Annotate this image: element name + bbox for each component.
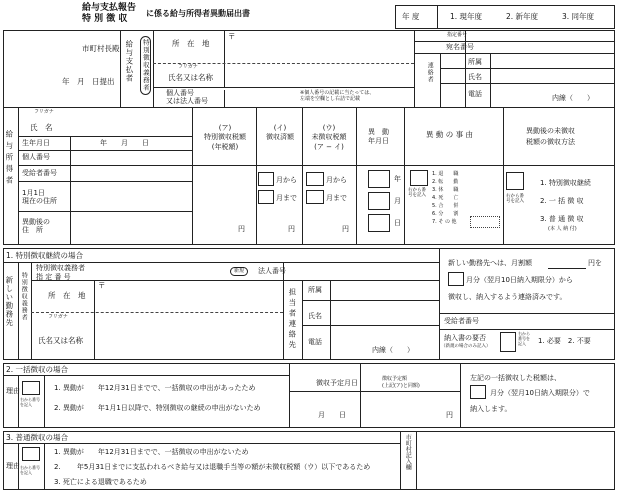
payer-id-label: 個人番号 又は法人番号 — [166, 89, 208, 106]
sec2-due-label: 徴収予定月日 — [316, 379, 358, 387]
sec1-req-options[interactable]: 1. 必要 2. 不要 — [538, 337, 591, 345]
sec2-text2: 月分（翌月10日納入期限分）で — [490, 389, 590, 397]
sec1-desig-label: 特別徴収義務者 指 定 番 号 — [36, 264, 85, 281]
designee-label: 指定番号 — [447, 32, 468, 38]
payer-label: 給与支払者 — [124, 40, 134, 83]
reason-4[interactable]: 4. 死 亡 — [432, 195, 459, 201]
payer-number-label: 宛名番号 — [446, 43, 474, 51]
sec2-item-2[interactable]: 2. 異動が 年1月1日以降で、特別徴収の継続の申出がないため — [54, 404, 261, 412]
reason-note: 右から番号を記入 — [408, 188, 426, 199]
mayor-label: 市町村長殿 — [82, 44, 120, 53]
contact-phone: 電話 — [468, 90, 482, 98]
sec2-amount-label: 徴収予定額 (上記(ア)と同額) — [382, 376, 420, 389]
sec1-recipient: 受給者番号 — [444, 317, 479, 325]
emp-birth-date: 年 月 日 — [100, 139, 149, 147]
sec2-reason: 理由 — [6, 387, 20, 395]
month-to-u: 月まで — [326, 194, 347, 202]
month-from-box-u[interactable] — [306, 172, 324, 186]
year-label: 年 度 — [402, 12, 420, 21]
sec3-item-3[interactable]: 3. 死亡による退職であるため — [54, 478, 147, 486]
month-from-i: 月から — [276, 176, 297, 184]
sec1-text2: 月分（翌月10日納入期限分）から — [466, 276, 573, 284]
year-current[interactable]: 1. 現年度 — [450, 12, 483, 21]
sec2-month-box[interactable] — [470, 385, 486, 399]
reason-2[interactable]: 2. 転 勤 — [432, 179, 459, 185]
date-year-box[interactable] — [368, 170, 390, 188]
sec1-req-box[interactable] — [500, 332, 516, 352]
col-date-header: 異 動 年月日 — [368, 128, 389, 146]
sec1-phone: 電話 — [308, 338, 322, 346]
reason-1[interactable]: 1. 退 職 — [432, 171, 459, 177]
sec2-item-1[interactable]: 1. 異動が 年12月31日までで、一括徴収の申出があったため — [54, 384, 256, 392]
sec1-postal: 〒 — [98, 281, 106, 290]
month-from-box-i[interactable] — [258, 172, 274, 186]
date-year: 年 — [394, 175, 401, 183]
contact-name: 氏名 — [468, 73, 482, 81]
sec2-reason-note: 右から番号を記入 — [20, 397, 40, 407]
form-title-line2: 特 別 徴 収 — [82, 14, 128, 24]
method-2[interactable]: 2. 一 括 徴 収 — [540, 197, 584, 205]
month-to-i: 月まで — [276, 194, 297, 202]
year-same[interactable]: 3. 同年度 — [562, 12, 595, 21]
method-3-sub: (本 人 納 付) — [548, 226, 577, 232]
payer-address-label: 所 在 地 — [172, 39, 210, 48]
contact-dept: 所属 — [468, 58, 482, 66]
sec3-reason-box[interactable] — [22, 447, 40, 461]
sec1-req-note: 右から番号を記入 — [518, 331, 530, 346]
sec1-corp-label: 法人番号 — [258, 267, 286, 275]
col-u-header: (ウ) 未徴収税額 (ア − イ) — [311, 124, 347, 151]
sec1-month-box[interactable] — [448, 272, 464, 286]
payer-name-label: 氏名又は名称 — [168, 73, 213, 82]
payer-postal: 〒 — [228, 32, 236, 41]
sec1-name-label: 氏名又は名称 — [38, 336, 83, 345]
sec1-new-company: 新しい勤務先 — [4, 276, 14, 327]
sec1-contact-name: 氏名 — [308, 312, 322, 320]
reason-6[interactable]: 6. 分 割 — [432, 211, 459, 217]
col-a-header: (ア) 特別徴収税額 (年税額) — [204, 124, 246, 151]
col-i-header: (イ) 徴収済額 — [266, 124, 294, 142]
method-box[interactable] — [506, 172, 524, 190]
date-day: 日 — [394, 219, 401, 227]
sec2-reason-box[interactable] — [22, 381, 40, 395]
sec3-title: 3. 普通徴収の場合 — [6, 433, 69, 442]
date-month-box[interactable] — [368, 192, 390, 210]
col-i-yen: 円 — [288, 225, 295, 233]
sec1-dept: 所属 — [308, 286, 322, 294]
emp-birth-label: 生年月日 — [22, 139, 50, 147]
method-1[interactable]: 1. 特別徴収継続 — [540, 179, 591, 187]
sec3-reason: 理由 — [6, 462, 20, 470]
sec1-contact-label: 担当者連絡先 — [287, 288, 297, 351]
reason-other-input[interactable] — [470, 216, 500, 228]
sec1-text3: 徴収し、納入するよう連絡済みです。 — [448, 293, 567, 301]
form-title-suffix: に係る給与所得者異動届出書 — [146, 9, 250, 18]
sec2-text3: 納入します。 — [470, 405, 512, 413]
date-month: 月 — [394, 197, 401, 205]
emp-name-label: 氏 名 — [30, 123, 53, 132]
date-day-box[interactable] — [368, 214, 390, 232]
sec1-title: 1. 特別徴収継続の場合 — [6, 251, 84, 260]
contact-label: 連絡者 — [426, 62, 434, 83]
payer-bracket: 特別徴収義務者 — [140, 36, 151, 95]
emp-id-label: 個人番号 — [22, 153, 50, 161]
sec1-new-payer: 特別徴収義務者 — [20, 272, 28, 321]
sec2-title: 2. 一括徴収の場合 — [6, 365, 69, 374]
payer-id-note: ※個人番号の記載に当たっては、 左端を空欄とし右詰で記載 — [300, 90, 375, 102]
sec1-address-label: 所 在 地 — [48, 291, 86, 300]
month-to-box-i[interactable] — [258, 190, 274, 204]
sec1-furigana: フリガナ — [48, 314, 68, 320]
reason-7[interactable]: 7. そ の 他 — [432, 219, 457, 225]
reason-5[interactable]: 5. 合 併 — [432, 203, 459, 209]
sec3-office: 市町村記入欄 — [404, 434, 412, 470]
sec1-text1: 新しい勤務先へは、月割額 — [448, 259, 532, 267]
col-reason-header: 異 動 の 事 由 — [426, 130, 474, 139]
contact-ext: 内線（ ） — [552, 94, 594, 102]
sec1-ext: 内線（ ） — [372, 346, 414, 354]
method-note: 右から番号を記入 — [506, 194, 524, 205]
month-from-u: 月から — [326, 176, 347, 184]
col-method-header: 異動後の未徴収 税額の徴収方法 — [526, 127, 575, 146]
sec2-md: 月 日 — [318, 411, 346, 419]
sec2-text1: 左記の一括徴収した税額は、 — [470, 374, 561, 382]
col-u-yen: 円 — [342, 225, 349, 233]
sec1-req-sub: （新規の場合のみ記入） — [441, 344, 491, 349]
sec3-item-2[interactable]: 2. 年5月31日までに支払われるべき給与又は退職手当等の額が未徴収税額（ウ）以下であるため — [54, 463, 371, 471]
sec1-text1b: 円を — [588, 259, 602, 267]
col-a-yen: 円 — [238, 225, 245, 233]
form-title-line1: 給与支払報告 — [82, 3, 137, 13]
emp-recipient-label: 受給者番号 — [22, 169, 57, 177]
sec3-item-1[interactable]: 1. 異動が 年12月31日までで、一括徴収の申出がないため — [54, 448, 249, 456]
month-to-box-u[interactable] — [306, 190, 324, 204]
employee-side-label: 給与所得者 — [4, 130, 14, 188]
emp-furigana: フリガナ — [34, 109, 54, 115]
sec1-req-label: 納入書の要否 — [444, 334, 486, 342]
sec1-new-tag[interactable]: 新規 — [230, 267, 248, 276]
method-3[interactable]: 3. 普 通 徴 収 — [540, 215, 584, 223]
sec3-reason-note: 右から番号を記入 — [20, 465, 40, 475]
sec2-yen: 円 — [446, 411, 453, 419]
emp-after-label: 異動後の 住 所 — [22, 218, 50, 235]
year-new[interactable]: 2. 新年度 — [506, 12, 539, 21]
submit-date: 年 月 日提出 — [62, 77, 115, 86]
emp-jan1-label: 1月1日 現在の住所 — [22, 189, 57, 206]
payer-furigana: フリガナ — [178, 64, 198, 70]
reason-box[interactable] — [410, 170, 428, 186]
reason-3[interactable]: 3. 休 職 — [432, 187, 459, 193]
